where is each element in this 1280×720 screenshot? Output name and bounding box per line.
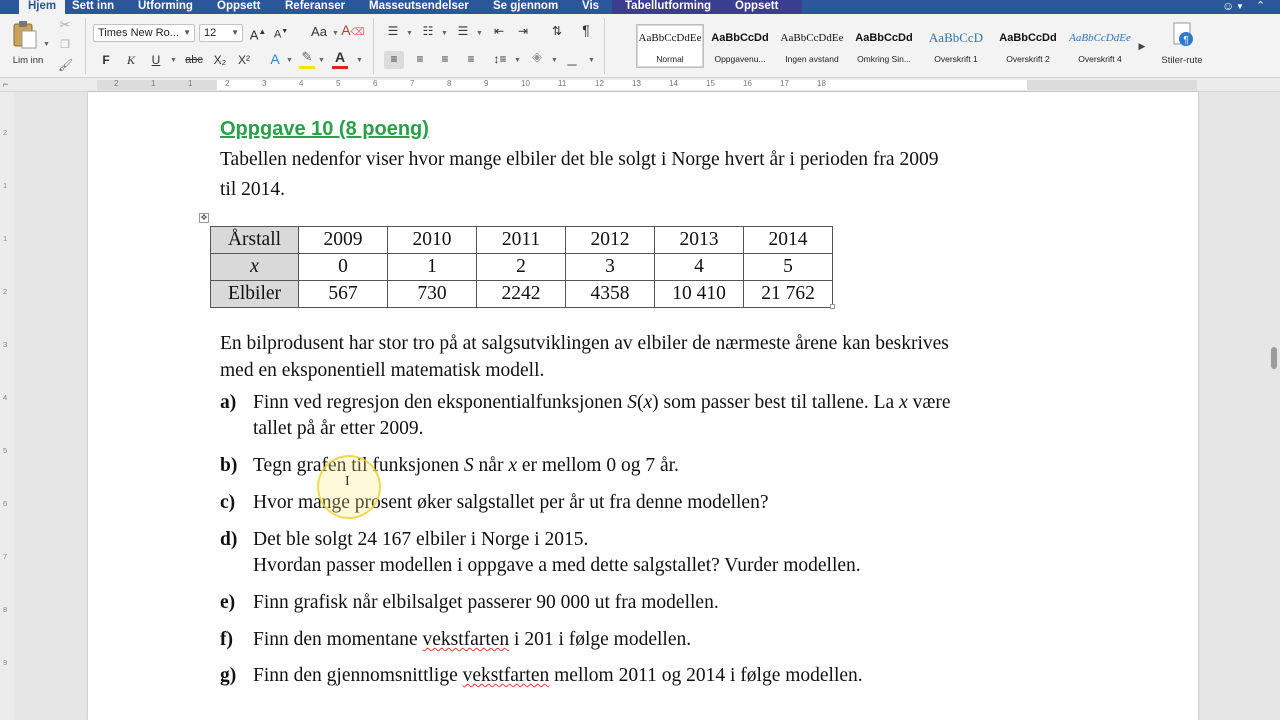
style-sample: AaBbCcDdEe (780, 32, 844, 44)
tab-referanser[interactable]: Referanser (285, 0, 346, 12)
shrink-font-icon[interactable]: A▼ (273, 28, 289, 41)
tab-sett-inn[interactable]: Sett inn (72, 0, 115, 12)
style-name: Oppgavenu... (714, 54, 766, 64)
style-sample: AaBbCcDdEe (1069, 32, 1131, 44)
text-run: Finn den gjennomsnittlige (253, 665, 463, 686)
styles-pane-label: Stiler-rute (1161, 55, 1203, 66)
paste-label: Lim inn (12, 55, 44, 66)
question-b-label: b) (220, 455, 238, 476)
styles-gallery (634, 24, 1138, 70)
tab-oppsett[interactable]: Oppsett (217, 0, 261, 12)
tab-hjem[interactable]: Hjem (19, 0, 65, 14)
divider (85, 18, 86, 74)
chevron-down-icon[interactable]: ▼ (441, 30, 448, 37)
ruler-number: 5 (3, 446, 8, 455)
text-effects-button[interactable]: A (270, 51, 280, 67)
align-center-button[interactable]: ≡ (416, 52, 424, 66)
ruler-margin (1027, 80, 1197, 90)
question-e-text: Finn grafisk når elbilsalget passerer 90 000 ut fra modellen. (253, 592, 719, 613)
table-cell[interactable]: 2013 (655, 227, 744, 254)
table-move-handle-icon[interactable]: ✥ (200, 213, 208, 222)
table-cell[interactable]: 2012 (566, 227, 655, 254)
tab-utforming[interactable]: Utforming (138, 0, 193, 12)
row-header[interactable]: Elbiler (211, 281, 299, 308)
chevron-down-icon[interactable]: ▼ (1236, 2, 1244, 11)
question-c-label: c) (220, 492, 236, 513)
style-sample: AaBbCcDd (999, 32, 1057, 44)
collapse-ribbon-icon[interactable]: ⌃ (1256, 0, 1266, 12)
table-cell[interactable]: 2242 (477, 281, 566, 308)
paste-dropdown-icon[interactable]: ▼ (43, 41, 50, 48)
table-cell[interactable]: 2009 (299, 227, 388, 254)
paste-button[interactable] (10, 20, 40, 50)
table-cell[interactable]: 21 762 (744, 281, 833, 308)
format-painter-icon[interactable]: 🖌 (58, 58, 74, 72)
variable: x (508, 455, 517, 476)
ruler-number: 18 (817, 79, 826, 88)
table-cell[interactable]: 0 (299, 254, 388, 281)
text-run: er mellom 0 og 7 år. (516, 455, 679, 476)
table-cell[interactable]: 4358 (566, 281, 655, 308)
highlight-color-swatch (299, 66, 315, 69)
style-sample: AaBbCcD (928, 30, 984, 45)
table-cell[interactable]: 3 (566, 254, 655, 281)
ruler-number: 4 (299, 79, 304, 88)
table-cell[interactable]: 2011 (477, 227, 566, 254)
table-cell[interactable]: 1 (388, 254, 477, 281)
ruler-number: 6 (373, 79, 378, 88)
text-run: i 201 i følge modellen. (509, 629, 692, 650)
question-a-label: a) (220, 392, 237, 413)
show-formatting-button[interactable]: ¶ (582, 22, 590, 38)
sort-icon[interactable]: ⇅ (551, 24, 563, 38)
page-title: Oppgave 10 (8 poeng) (220, 118, 429, 140)
style-omkring-sinus[interactable] (850, 24, 918, 68)
question-d-label: d) (220, 529, 238, 550)
ruler-number: 2 (3, 287, 8, 296)
clipboard-icon (11, 20, 39, 50)
ruler-number: 5 (336, 79, 341, 88)
shading-icon[interactable]: ◈ (532, 49, 542, 64)
ruler-number: 1 (3, 181, 8, 190)
question-a-line-2: tallet på år etter 2009. (253, 418, 424, 439)
ruler-number: 10 (521, 79, 530, 88)
style-name: Omkring Sin... (857, 54, 911, 64)
font-size-combo[interactable] (199, 24, 243, 42)
ruler-number: 12 (595, 79, 604, 88)
ribbon-home (0, 14, 1280, 78)
underline-button[interactable]: U (151, 53, 161, 67)
style-name: Overskrift 2 (1006, 54, 1050, 64)
table-cell[interactable]: 10 410 (655, 281, 744, 308)
sales-table[interactable] (210, 226, 833, 308)
superscript-button[interactable]: X² (238, 53, 250, 67)
line-spacing-icon[interactable]: ↕≡ (493, 52, 507, 66)
question-d-line-1: Det ble solgt 24 167 elbiler i Norge i 2015. (253, 529, 589, 550)
document-page[interactable] (88, 92, 1198, 720)
style-normal[interactable] (636, 24, 704, 68)
ruler-number: 15 (706, 79, 715, 88)
styles-pane-button[interactable] (1168, 20, 1198, 50)
vertical-ruler[interactable] (0, 92, 14, 720)
ruler-number: 2 (3, 128, 8, 137)
style-name: Overskrift 1 (934, 54, 978, 64)
row-header[interactable] (211, 254, 299, 281)
ruler-number: 13 (632, 79, 641, 88)
variable: x (899, 392, 908, 413)
ruler-number: 8 (447, 79, 452, 88)
ruler-number: 3 (262, 79, 267, 88)
strikethrough-button[interactable]: abc (185, 54, 203, 66)
decrease-indent-icon[interactable]: ⇤ (493, 24, 505, 38)
gallery-next-icon[interactable]: ▶ (1138, 41, 1146, 51)
tab-stop-selector-icon[interactable]: ⌐ (3, 79, 9, 89)
intro-line-2: til 2014. (220, 179, 286, 200)
style-sample: AaBbCcDdEe (638, 32, 702, 44)
divider (373, 18, 374, 74)
horizontal-ruler[interactable] (0, 78, 1280, 92)
ruler-number: 2 (114, 79, 119, 88)
text-run: være (907, 392, 951, 413)
paren: ) (652, 392, 659, 413)
chevron-down-icon[interactable]: ▼ (318, 57, 325, 64)
chevron-down-icon[interactable]: ▼ (332, 30, 339, 37)
cut-icon[interactable]: ✂ (59, 17, 71, 32)
ruler-number: 3 (3, 340, 8, 349)
question-b-text (253, 455, 679, 477)
question-g-text (253, 665, 863, 687)
svg-text:¶: ¶ (1183, 35, 1189, 46)
table-cell[interactable]: 2 (477, 254, 566, 281)
table-cell[interactable]: 2010 (388, 227, 477, 254)
ruler-number: 7 (410, 79, 415, 88)
multilevel-list-icon[interactable]: ☰ (457, 24, 469, 38)
table-row (211, 281, 833, 308)
chevron-down-icon[interactable]: ▼ (551, 57, 558, 64)
paragraph-line-2: med en eksponentiell matematisk modell. (220, 360, 545, 381)
bold-button[interactable]: F (102, 53, 110, 67)
style-name: Overskrift 4 (1078, 54, 1122, 64)
font-size-value: 12 (204, 27, 217, 39)
paragraph-line-1: En bilprodusent har stor tro på at salgsutviklingen av elbiler de nærmeste årene kan beskrives (220, 333, 949, 354)
chevron-down-icon[interactable]: ▼ (356, 57, 363, 64)
increase-indent-icon[interactable]: ⇥ (517, 24, 529, 38)
text-run: Finn den momentane (253, 629, 423, 650)
intro-line-1: Tabellen nedenfor viser hvor mange elbiler det ble solgt i Norge hvert år i perioden fra 2009 (220, 149, 939, 170)
font-name-value: Times New Ro... (98, 27, 179, 39)
style-oppgavenummer[interactable] (706, 24, 774, 68)
style-overskrift-4[interactable] (1066, 24, 1134, 68)
variable: x (250, 256, 259, 277)
clear-formatting-icon[interactable]: A⌫ (341, 22, 365, 38)
question-a-line-1 (253, 392, 951, 414)
style-name: Normal (656, 54, 684, 64)
style-name: Ingen avstand (785, 54, 839, 64)
text-run: Finn ved regresjon den eksponentialfunksjonen (253, 392, 628, 413)
copy-icon[interactable]: ❐ (60, 39, 70, 51)
ruler-number: 8 (3, 605, 8, 614)
tab-table-oppsett[interactable]: Oppsett (735, 0, 779, 12)
tab-vis[interactable]: Vis (582, 0, 600, 12)
chevron-down-icon[interactable]: ▼ (588, 57, 595, 64)
ruler-number: 7 (3, 552, 8, 561)
table-resize-handle[interactable] (830, 304, 835, 309)
feedback-smiley-icon[interactable]: ☺ (1222, 0, 1235, 13)
highlight-icon[interactable]: ✎ (301, 49, 313, 64)
ruler-number: 17 (780, 79, 789, 88)
ruler-number: 14 (669, 79, 678, 88)
font-color-button[interactable]: A (334, 49, 346, 65)
question-e-label: e) (220, 592, 236, 613)
table-row (211, 254, 833, 281)
tab-masseutsendelser[interactable]: Masseutsendelser (369, 0, 469, 12)
chevron-down-icon[interactable]: ▼ (286, 57, 293, 64)
scrollbar-thumb[interactable] (1271, 347, 1277, 369)
chevron-down-icon[interactable]: ▼ (476, 30, 483, 37)
align-right-button[interactable]: ≡ (441, 52, 449, 66)
text-run: Tegn grafen til funksjonen (253, 455, 464, 476)
question-c-text: Hvor mange prosent øker salgstallet per år ut fra denne modellen? (253, 492, 769, 513)
ruler-number: 1 (151, 79, 156, 88)
text-run: mellom 2011 og 2014 i følge modellen. (549, 665, 863, 686)
subscript-button[interactable]: X₂ (213, 53, 227, 67)
ribbon-tab-bar (0, 0, 1280, 14)
chevron-down-icon[interactable]: ▼ (170, 57, 177, 64)
change-case-icon[interactable]: Aa (311, 24, 327, 39)
justify-button[interactable]: ≡ (467, 52, 475, 66)
grow-font-icon[interactable]: A▲ (249, 27, 267, 43)
chevron-down-icon[interactable]: ▼ (406, 30, 413, 37)
table-cell[interactable]: 567 (299, 281, 388, 308)
style-sample: AaBbCcDd (855, 32, 913, 44)
spelling-flag[interactable]: vekstfarten (422, 629, 510, 650)
ruler-number: 2 (225, 79, 230, 88)
question-g-label: g) (220, 665, 237, 686)
ruler-number: 1 (188, 79, 193, 88)
table-cell[interactable]: 5 (744, 254, 833, 281)
font-name-combo[interactable] (93, 24, 195, 42)
table-cell[interactable]: 4 (655, 254, 744, 281)
ruler-number: 9 (3, 658, 8, 667)
table-cell[interactable]: 730 (388, 281, 477, 308)
font-color-swatch (332, 66, 348, 69)
bullets-icon[interactable]: ☰ (387, 24, 399, 38)
ruler-number: 11 (558, 79, 567, 88)
tab-tabellutforming[interactable]: Tabellutforming (625, 0, 712, 12)
text-run: som passer best til tallene. La (658, 392, 900, 413)
variable: S (463, 455, 474, 476)
italic-button[interactable]: K (126, 53, 135, 67)
numbering-icon[interactable]: ☷ (422, 24, 434, 38)
ruler-number: 16 (743, 79, 752, 88)
ruler-number: 4 (3, 393, 8, 402)
spelling-flag[interactable]: vekstfarten (462, 665, 550, 686)
ruler-number: 9 (484, 79, 489, 88)
function-name: S (627, 392, 637, 413)
chevron-down-icon: ▼ (231, 28, 239, 37)
ruler-number: 6 (3, 499, 8, 508)
table-row (211, 227, 833, 254)
question-f-label: f) (220, 629, 233, 650)
chevron-down-icon: ▼ (183, 28, 191, 37)
chevron-down-icon[interactable]: ▼ (514, 57, 521, 64)
row-header[interactable]: Årstall (211, 227, 299, 254)
ruler-number: 1 (3, 234, 8, 243)
style-overskrift-1[interactable] (922, 24, 990, 68)
align-left-button[interactable]: ≡ (384, 51, 404, 69)
table-cell[interactable]: 2014 (744, 227, 833, 254)
vertical-scrollbar[interactable] (1264, 92, 1280, 720)
question-f-text (253, 629, 691, 651)
text-cursor-icon: I (345, 474, 350, 489)
divider (604, 18, 605, 74)
styles-pane-icon (1168, 20, 1198, 50)
tab-se-gjennom[interactable]: Se gjennom (493, 0, 559, 12)
question-d-line-2: Hvordan passer modellen i oppgave a med dette salgstallet? Vurder modellen. (253, 555, 861, 576)
style-sample: AaBbCcDd (711, 32, 769, 44)
variable: x (643, 392, 653, 413)
paren: ( (636, 392, 644, 413)
style-overskrift-2[interactable] (994, 24, 1062, 68)
text-run: når (473, 455, 509, 476)
style-ingen-avstand[interactable] (778, 24, 846, 68)
borders-icon[interactable]: ▁ (567, 52, 577, 66)
